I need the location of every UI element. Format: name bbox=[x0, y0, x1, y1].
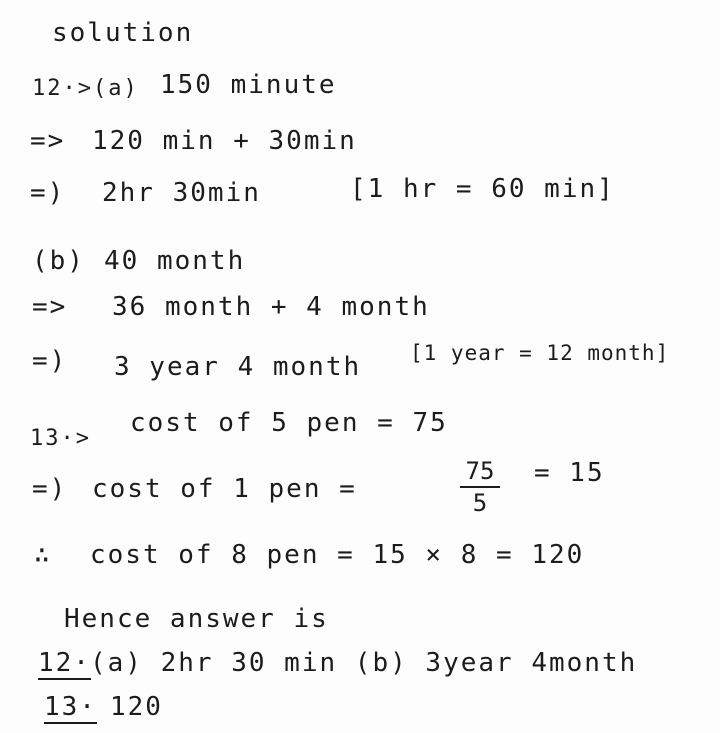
solution-title: solution bbox=[52, 18, 194, 48]
q12b-step2-arrow: =) bbox=[32, 346, 68, 376]
answer-q12-label bbox=[38, 648, 91, 678]
q13-given: cost of 5 pen = 75 bbox=[130, 408, 448, 438]
q13-step2: cost of 8 pen = 15 × 8 = 120 bbox=[90, 540, 585, 570]
q13-fraction-denominator: 5 bbox=[472, 489, 488, 517]
q12a-step1-arrow: => bbox=[30, 126, 66, 156]
answer-q13-label-text: 13· bbox=[44, 692, 97, 722]
q12a-given: 150 minute bbox=[160, 70, 337, 100]
q13-step1-result: = 15 bbox=[534, 458, 605, 488]
q12b-step1-arrow: => bbox=[32, 292, 68, 322]
q13-step1: cost of 1 pen = bbox=[92, 474, 357, 504]
q13-fraction-numerator: 75 bbox=[460, 458, 500, 488]
q12b-step2: 3 year 4 month bbox=[114, 352, 362, 382]
q12b-given: 40 month bbox=[104, 246, 246, 276]
q13-label: 13·> bbox=[30, 426, 91, 451]
answer-q13-text: 120 bbox=[110, 692, 163, 722]
q12b-step1: 36 month + 4 month bbox=[112, 292, 430, 322]
answer-heading: Hence answer is bbox=[64, 604, 329, 634]
q12a-note: [1 hr = 60 min] bbox=[350, 174, 615, 204]
q13-step1-arrow: =) bbox=[32, 474, 68, 504]
q12a-step1: 120 min + 30min bbox=[92, 126, 357, 156]
therefore-symbol: ∴ bbox=[34, 540, 52, 570]
answer-q13-label bbox=[44, 692, 97, 722]
q12a-step2: 2hr 30min bbox=[102, 178, 261, 208]
q12a-step2-arrow: =) bbox=[30, 178, 66, 208]
q12b-label: (b) bbox=[32, 246, 85, 276]
q12b-note: [1 year = 12 month] bbox=[410, 341, 670, 365]
q12a-label: 12·>(a) bbox=[32, 76, 139, 101]
q13-fraction bbox=[460, 458, 500, 516]
answer-q12-label-text: 12· bbox=[38, 648, 91, 678]
answer-q12-text: (a) 2hr 30 min (b) 3year 4month bbox=[90, 648, 638, 678]
